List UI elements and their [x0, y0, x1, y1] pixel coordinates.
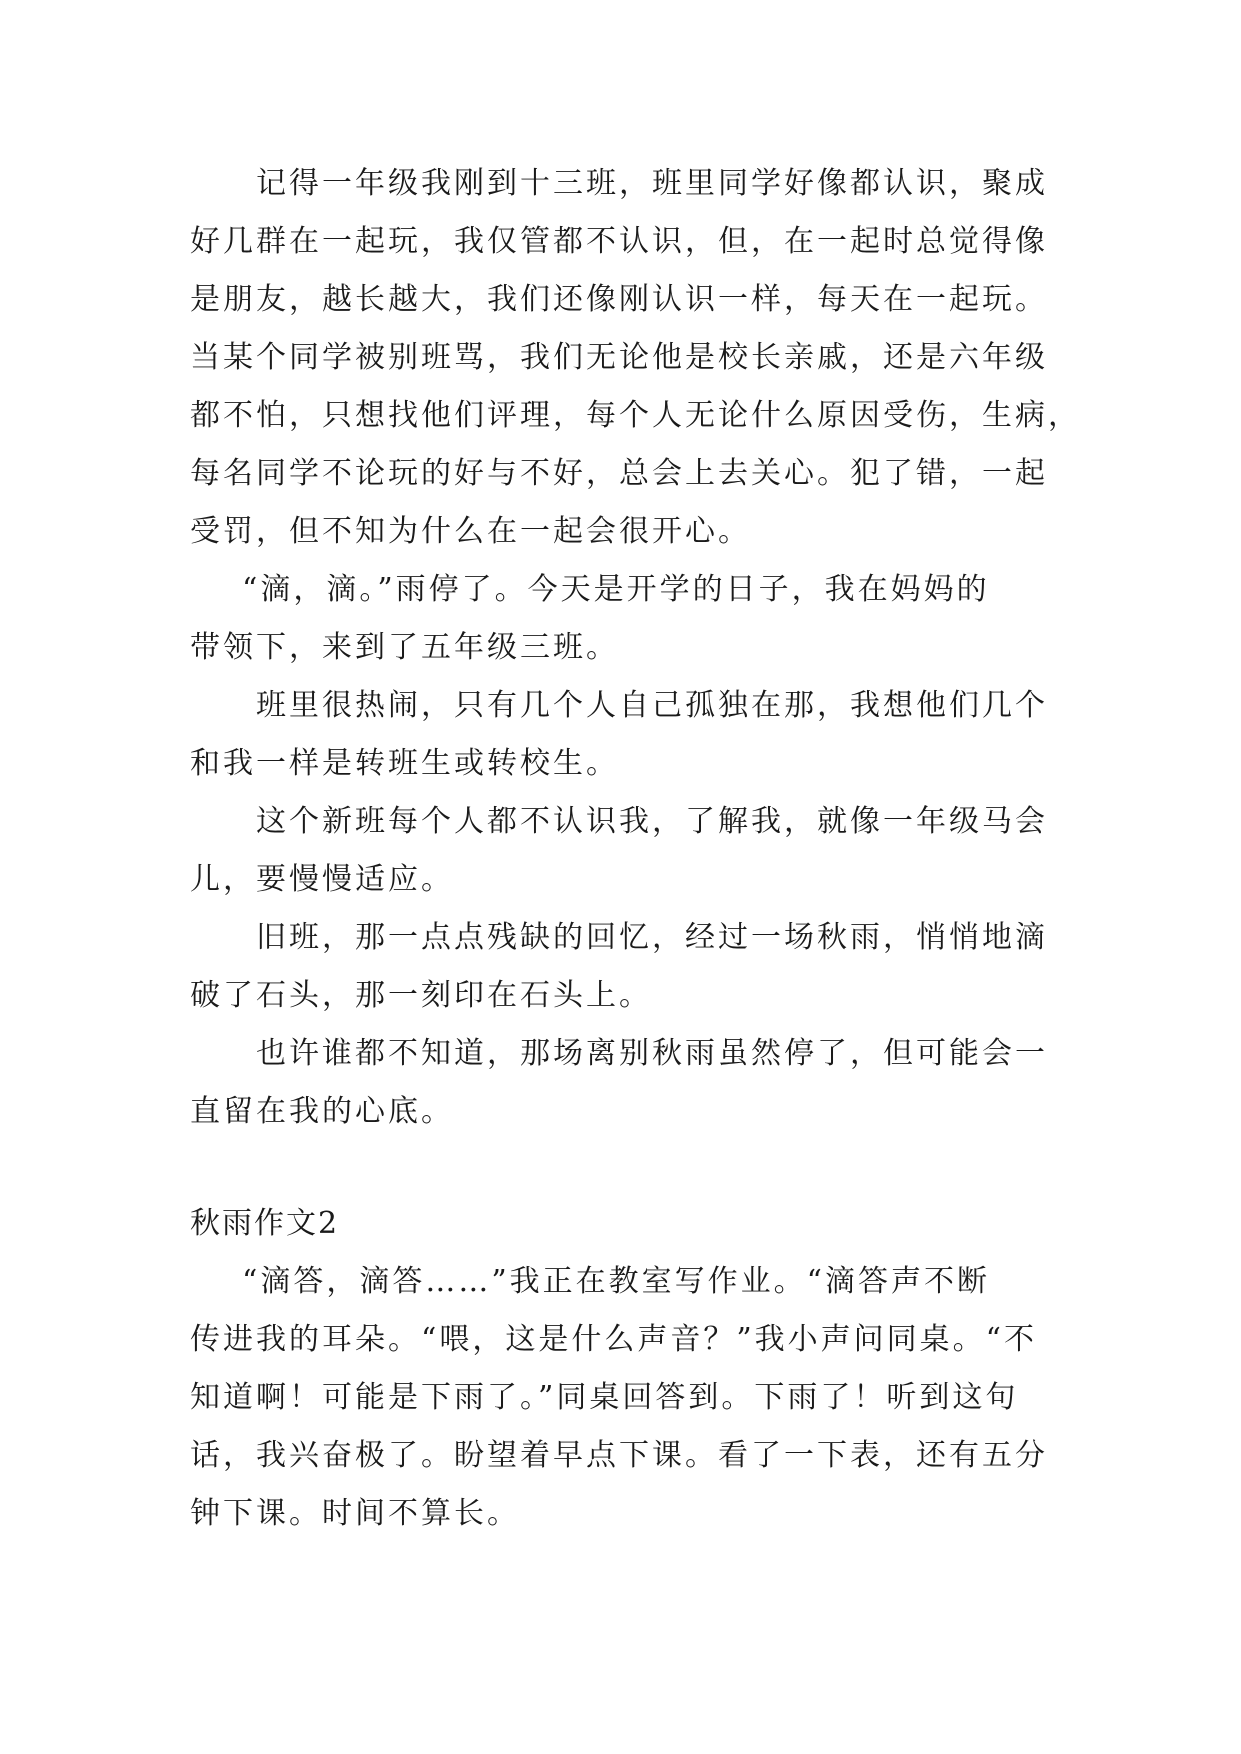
text-line: 和我一样是转班生或转校生。	[190, 746, 619, 781]
text-line: 也许谁都不知道，那场离别秋雨虽然停了，但可能会一	[256, 1036, 1048, 1071]
text-line: 是朋友，越长越大，我们还像刚认识一样，每天在一起玩。	[190, 282, 1048, 317]
text-line: 记得一年级我刚到十三班，班里同学好像都认识，聚成	[256, 166, 1048, 201]
text-line: 钟下课。时间不算长。	[190, 1496, 520, 1531]
text-line: 旧班，那一点点残缺的回忆，经过一场秋雨，悄悄地滴	[256, 920, 1048, 955]
text-line: 当某个同学被别班骂，我们无论他是校长亲戚，还是六年级	[190, 340, 1048, 375]
text-line: 话，我兴奋极了。盼望着早点下课。看了一下表，还有五分	[190, 1438, 1048, 1473]
text-line: 班里很热闹，只有几个人自己孤独在那，我想他们几个	[256, 688, 1048, 723]
text-line: 都不怕，只想找他们评理，每个人无论什么原因受伤，生病，	[190, 398, 1081, 433]
essay-body-2	[190, 1253, 1070, 1543]
section-title: 秋雨作文2	[190, 1206, 340, 1241]
text-line: 好几群在一起玩，我仅管都不认识，但，在一起时总觉得像	[190, 224, 1048, 259]
text-line: 受罚，但不知为什么在一起会很开心。	[190, 514, 751, 549]
text-line: 每名同学不论玩的好与不好，总会上去关心。犯了错，一起	[190, 456, 1048, 491]
text-line: 带领下，来到了五年级三班。	[190, 630, 619, 665]
text-line: 知道啊！可能是下雨了。”同桌回答到。下雨了！听到这句	[190, 1380, 1019, 1415]
text-line: “滴答，滴答……”我正在教室写作业。“滴答声不断	[242, 1264, 991, 1299]
essay-body	[190, 155, 1081, 1141]
text-line: 传进我的耳朵。“喂，这是什么声音？”我小声问同桌。“不	[190, 1322, 1038, 1357]
text-line: 破了石头，那一刻印在石头上。	[190, 978, 652, 1013]
text-line: 儿，要慢慢适应。	[190, 862, 454, 897]
section-gap	[190, 1141, 1070, 1195]
text-line: 直留在我的心底。	[190, 1094, 454, 1129]
text-line: “滴，滴。”雨停了。今天是开学的日子，我在妈妈的	[242, 572, 990, 607]
text-line: 这个新班每个人都不认识我，了解我，就像一年级马会	[256, 804, 1048, 839]
document-page	[190, 155, 1081, 1543]
